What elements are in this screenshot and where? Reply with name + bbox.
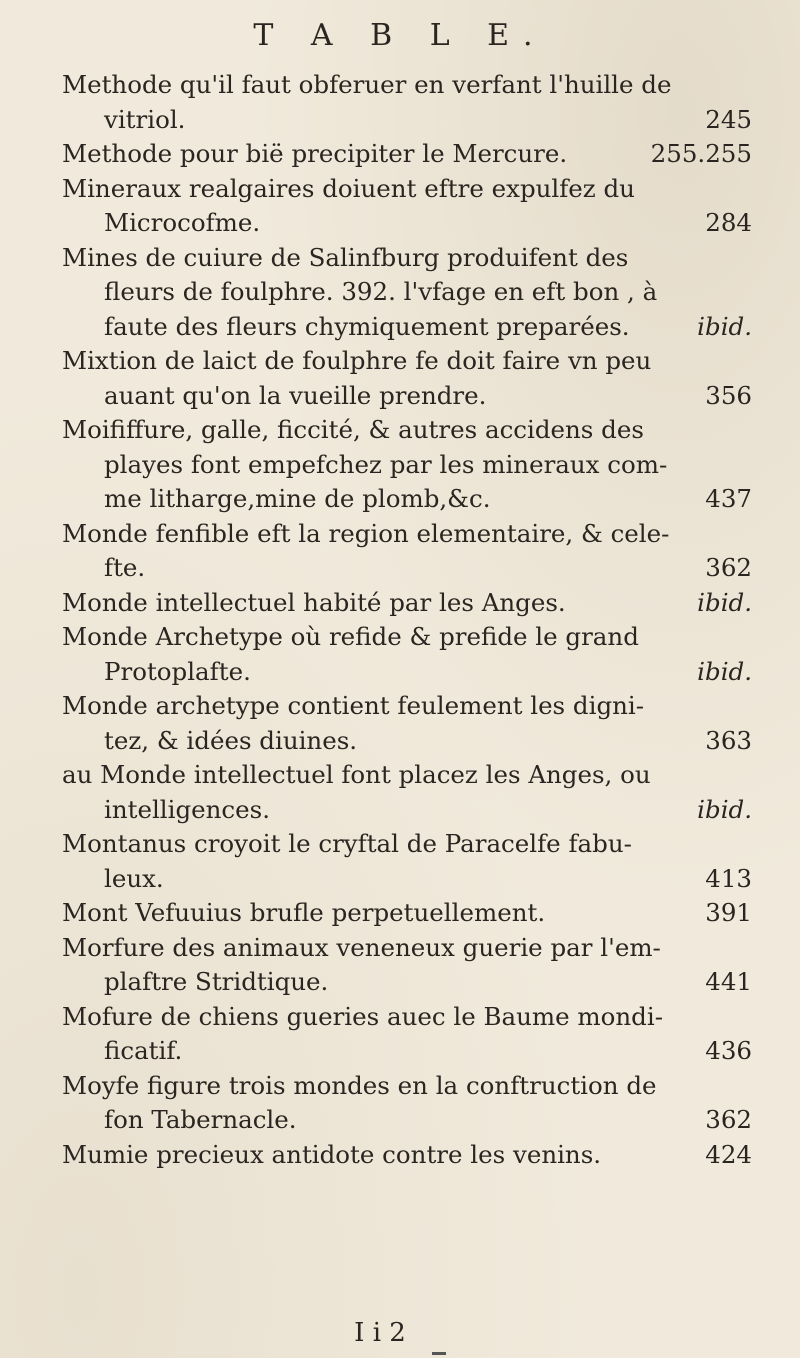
page-reference: 362 [705,1105,752,1134]
entry-line: au Monde intellectuel font placez les Anges, ou [62,760,651,789]
entry-line: fte. [104,553,146,582]
page-reference: 362 [705,553,752,582]
entry-line: Monde intellectuel habité par les Anges. [62,587,566,617]
entry-line: Monde Archetype où refide & prefide le grand [62,622,639,651]
index-entry [62,137,752,172]
entry-line: Mines de cuiure de Salinfburg produifent des [62,242,629,272]
entry-line: plaftre Stridtique. [104,967,329,996]
index-entry [62,517,752,586]
page-reference: ibid. [697,656,752,686]
signature-underline [432,1352,446,1355]
entry-line: Monde archetype contient feulement les digni- [62,691,645,720]
entry-line: Mofure de chiens gueries auec le Baume mondi- [62,1001,663,1031]
entry-line: Protoplafte. [104,656,251,686]
entry-line: Methode qu'il faut obferuer en verfant l'huille de [62,70,672,99]
index-entry [62,689,752,758]
page-reference: 255.255 [650,139,752,168]
page-reference: 437 [705,484,752,513]
page-reference: 284 [705,208,752,237]
index-entry [62,241,752,345]
entry-line: auant qu'on la vueille prendre. [104,380,487,410]
page-reference: 356 [705,380,752,410]
entry-line: Methode pour bië precipiter le Mercure. [62,139,568,168]
entry-line: vitriol. [104,104,186,134]
index-entry [62,620,752,689]
index-entry [62,827,752,896]
index-entry [62,172,752,241]
entry-line: Mixtion de laict de foulphre fe doit faire vn peu [62,346,652,375]
signature-mark: I i 2 [354,1318,406,1348]
entry-line: ficatif. [104,1036,183,1065]
index-entry [62,413,752,517]
index-entry [62,896,752,931]
entry-line: Morfure des animaux veneneux guerie par l'em- [62,932,661,962]
entry-line: playes font empefchez par les mineraux com- [104,449,668,479]
entry-line: tez, & idées diuines. [104,725,358,755]
entry-line: Monde fenfible eft la region elementaire, & cele- [62,518,670,548]
entry-line: Moififfure, galle, ficcité, & autres accidens des [62,415,644,444]
page-reference: 391 [705,898,752,927]
entry-line: Mont Vefuuius brufle perpetuellement. [62,898,546,927]
page-reference: 245 [705,104,752,134]
index-entry [62,344,752,413]
entry-line: fon Tabernacle. [104,1105,297,1134]
index-entries [62,68,752,1172]
index-entry [62,68,752,137]
page-reference: 441 [705,967,752,996]
entry-line: Mineraux realgaires doiuent eftre expulfez du [62,173,635,203]
page-header: T A B L E. [253,18,547,53]
entry-line: me litharge,mine de plomb,&c. [104,484,491,513]
index-entry [62,931,752,1000]
entry-line: leux. [104,863,164,893]
entry-line: Montanus croyoit le cryftal de Paracelfe fabu- [62,829,632,858]
page-reference: ibid. [697,587,752,617]
index-entry [62,1069,752,1138]
index-entry [62,1138,752,1173]
page-reference: ibid. [697,794,752,824]
entry-line: intelligences. [104,794,271,824]
page-reference: 424 [705,1139,752,1169]
page-reference: 436 [705,1036,752,1065]
entry-line: fleurs de foulphre. 392. l'vfage en eft bon , à [104,277,658,306]
entry-line: Mumie precieux antidote contre les venins. [62,1139,602,1169]
index-entry [62,586,752,621]
page-reference: 363 [705,725,752,755]
index-entry [62,1000,752,1069]
entry-line: faute des fleurs chymiquement preparées. [104,311,630,341]
page-reference: ibid. [697,311,752,341]
entry-line: Microcofme. [104,208,261,237]
entry-line: Moyfe figure trois mondes en la conftruction de [62,1070,657,1100]
index-entry [62,758,752,827]
page-reference: 413 [705,863,752,893]
